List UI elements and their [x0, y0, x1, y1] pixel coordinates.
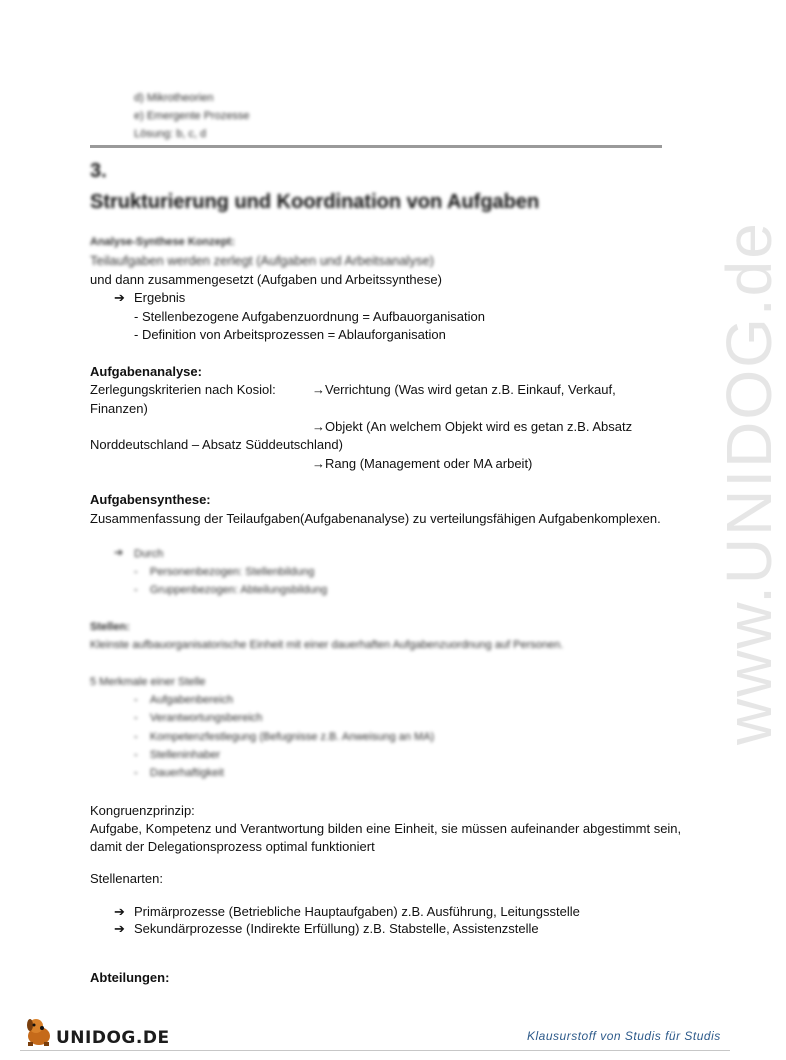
- criterion-rang: →Rang (Management oder MA arbeit): [312, 456, 533, 471]
- merkmal-item: - Aufgabenbereich: [134, 694, 234, 706]
- merkmal-item: - Dauerhaftigkeit: [134, 767, 224, 779]
- section-number: 3.: [90, 160, 107, 182]
- arrow-icon: ➔: [114, 904, 125, 919]
- analyse-line-1: Teilaufgaben werden zerlegt (Aufgaben und Arbeitsanalyse): [90, 253, 435, 268]
- stellen-heading: Stellen:: [90, 621, 130, 633]
- solution-line: Lösung: b, c, d: [134, 128, 207, 140]
- merkmal-item: - Kompetenzfestlegung (Befugnisse z.B. Anweisung an MA): [134, 731, 435, 743]
- merkmal-item: - Verantwortungsbereich: [134, 712, 263, 724]
- criterion-verrichtung: →Verrichtung (Was wird getan z.B. Einkauf, Verkauf,: [312, 382, 616, 397]
- stellenart-sekundaer: Sekundärprozesse (Indirekte Erfüllung) z.B. Stabstelle, Assistenzstelle: [134, 921, 539, 936]
- durch-item-2: - Gruppenbezogen: Abteilungsbildung: [134, 584, 328, 596]
- arrow-icon: ➔: [114, 921, 125, 936]
- aufgabensynthese-text: Zusammenfassung der Teilaufgaben(Aufgabenanalyse) zu verteilungsfähigen Aufgabenkomplexen.: [90, 511, 661, 526]
- criterion-verrichtung-cont: Finanzen): [90, 401, 148, 416]
- merkmal-item: - Stelleninhaber: [134, 749, 221, 761]
- merkmale-heading: 5 Merkmale einer Stelle: [90, 676, 206, 688]
- arrow-icon: ➔: [114, 290, 125, 305]
- criterion-objekt-cont: Norddeutschland – Absatz Süddeutschland): [90, 437, 343, 452]
- list-item-e: e) Emergente Prozesse: [134, 110, 250, 122]
- stellenart-primaer: Primärprozesse (Betriebliche Hauptaufgaben) z.B. Ausführung, Leitungsstelle: [134, 904, 580, 919]
- ergebnis-sub-1: - Stellenbezogene Aufgabenzuordnung = Aufbauorganisation: [134, 309, 485, 324]
- stellen-text: Kleinste aufbauorganisatorische Einheit mit einer dauerhaften Aufgabenzuordnung auf Personen.: [90, 639, 564, 651]
- analyse-line-2: und dann zusammengesetzt (Aufgaben und Arbeitssynthese): [90, 272, 442, 287]
- kongruenz-heading: Kongruenzprinzip:: [90, 803, 195, 818]
- criterion-objekt: →Objekt (An welchem Objekt wird es getan z.B. Absatz: [312, 419, 633, 434]
- footer-tagline: Klausurstoff von Studis für Studis: [527, 1029, 721, 1043]
- durch-item-1: - Personenbezogen: Stellenbildung: [134, 566, 315, 578]
- watermark: www.UNIDOG.de: [713, 221, 785, 745]
- ergebnis-sub-2: - Definition von Arbeitsprozessen = Ablauforganisation: [134, 327, 446, 342]
- abteilungen-heading: Abteilungen:: [90, 970, 170, 985]
- kongruenz-line-2: damit der Delegationsprozess optimal funktioniert: [90, 839, 375, 854]
- section-divider: [90, 145, 662, 148]
- kongruenz-line-1: Aufgabe, Kompetenz und Verantwortung bilden eine Einheit, sie müssen aufeinander abgestimmt sein,: [90, 821, 682, 836]
- stellenarten-heading: Stellenarten:: [90, 871, 163, 886]
- section-title: Strukturierung und Koordination von Aufgaben: [90, 191, 540, 213]
- aufgabensynthese-heading: Aufgabensynthese:: [90, 492, 211, 507]
- aufgabenanalyse-heading: Aufgabenanalyse:: [90, 364, 202, 379]
- analyse-heading: Analyse-Synthese Konzept:: [90, 236, 235, 248]
- arrow-icon: ➔: [114, 547, 124, 559]
- footer-logo-text: UNIDOG.DE: [56, 1028, 170, 1048]
- dog-logo-icon: [22, 1014, 56, 1048]
- durch-label: Durch: [134, 548, 164, 560]
- footer-divider: [20, 1050, 730, 1051]
- ergebnis-label: Ergebnis: [134, 290, 186, 305]
- kosiol-label: Zerlegungskriterien nach Kosiol:: [90, 382, 276, 397]
- list-item-d: d) Mikrotheorien: [134, 92, 214, 104]
